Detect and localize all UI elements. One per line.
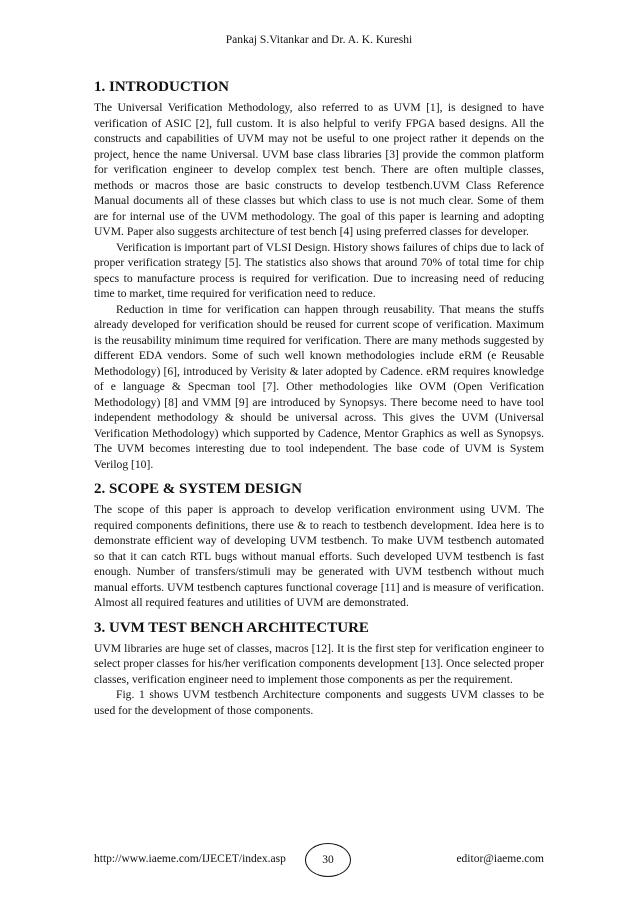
intro-paragraph-2: Verification is important part of VLSI Design. History shows failures of chips due to lack of proper verification strategy [5]. The statistics also shows that around 70% of total time for chip specs to manufacture process is required for verification. Due to increasing need of reducing time to market, time required for verification need to reduce. — [94, 240, 544, 300]
scope-paragraph-1: The scope of this paper is approach to develop verification environment using UVM. The required components definitions, there use & to reach to testbench development. Idea here is to demonstrate efficient way of developing UVM testbench. To make UVM testbench automated so that it can catch RTL bugs without manual efforts. Such developed UVM testbench is fast enough. Number of transfers/stimuli may be generated with UVM testbench without much manual efforts. UVM testbench captures functional coverage [11] and is measure of verification. Almost all required features and utilities of UVM are demonstrated. — [94, 503, 544, 609]
page-number: 30 — [305, 843, 351, 877]
paper-body — [94, 78, 544, 718]
architecture-paragraph-2: Fig. 1 shows UVM testbench Architecture components and suggests UVM classes to be used for the development of those components. — [94, 688, 544, 717]
page-footer — [94, 843, 544, 877]
running-header: Pankaj S.Vitankar and Dr. A. K. Kureshi — [225, 34, 413, 46]
editor-email-link[interactable]: editor@iaeme.com — [456, 853, 544, 865]
journal-url-link[interactable]: http://www.iaeme.com/IJECET/index.asp — [94, 853, 286, 865]
intro-paragraph-1: The Universal Verification Methodology, also referred to as UVM [1], is designed to have verification of ASIC [2], full custom. It is also helpful to verify FPGA based designs. All the constructs and capabilities of UVM may not be useful to one project rather it depends on the project, hence the name Universal. UVM base class libraries [3] provide the common platform for verification engineer to develop complex test bench. There are often multiple classes, methods or macros those are basic constructs to develop testbench.UVM Class Reference Manual documents all of these classes but which class to use is not much clear. Some of them are for internal use of the UVM methodology. The goal of this paper is learning and adopting UVM. Paper also suggests architecture of test bench [4] using preferred classes for developer. — [94, 101, 544, 238]
section-2-title: 2. SCOPE & SYSTEM DESIGN — [94, 481, 302, 497]
intro-paragraph-3: Reduction in time for verification can happen through reusability. That means the stuffs already developed for verification should be reused for current scope of verification. Maximum is the reusability minimum time required for verification. There are many methods suggested by different EDA vendors. Some of such well known methodologies include eRM (e Reusable Methodology) [6], introduced by Verisity & later adopted by Cadence. eRM requires knowledge of e language & Specman tool [7]. Other methodologies like OVM (Open Verification Methodology) [8] and VMM [9] are introduced by Synopsys. There become need to have tool independent methodology & should be universal across. This gives the UVM (Universal Verification Methodology) which supported by Cadence, Mentor Graphics as well as Synopsys. The UVM becomes interesting due to tool independent. The base code of UVM is System Verilog [10]. — [94, 302, 544, 471]
section-1-title: 1. INTRODUCTION — [94, 79, 230, 95]
architecture-paragraph-1: UVM libraries are huge set of classes, macros [12]. It is the first step for verification engineer to select proper classes for his/her verification components development [13]. Once selected proper classes, verification engineer need to implement those components as per the requirement. — [94, 641, 544, 686]
section-3-title: 3. UVM TEST BENCH ARCHITECTURE — [94, 619, 369, 636]
